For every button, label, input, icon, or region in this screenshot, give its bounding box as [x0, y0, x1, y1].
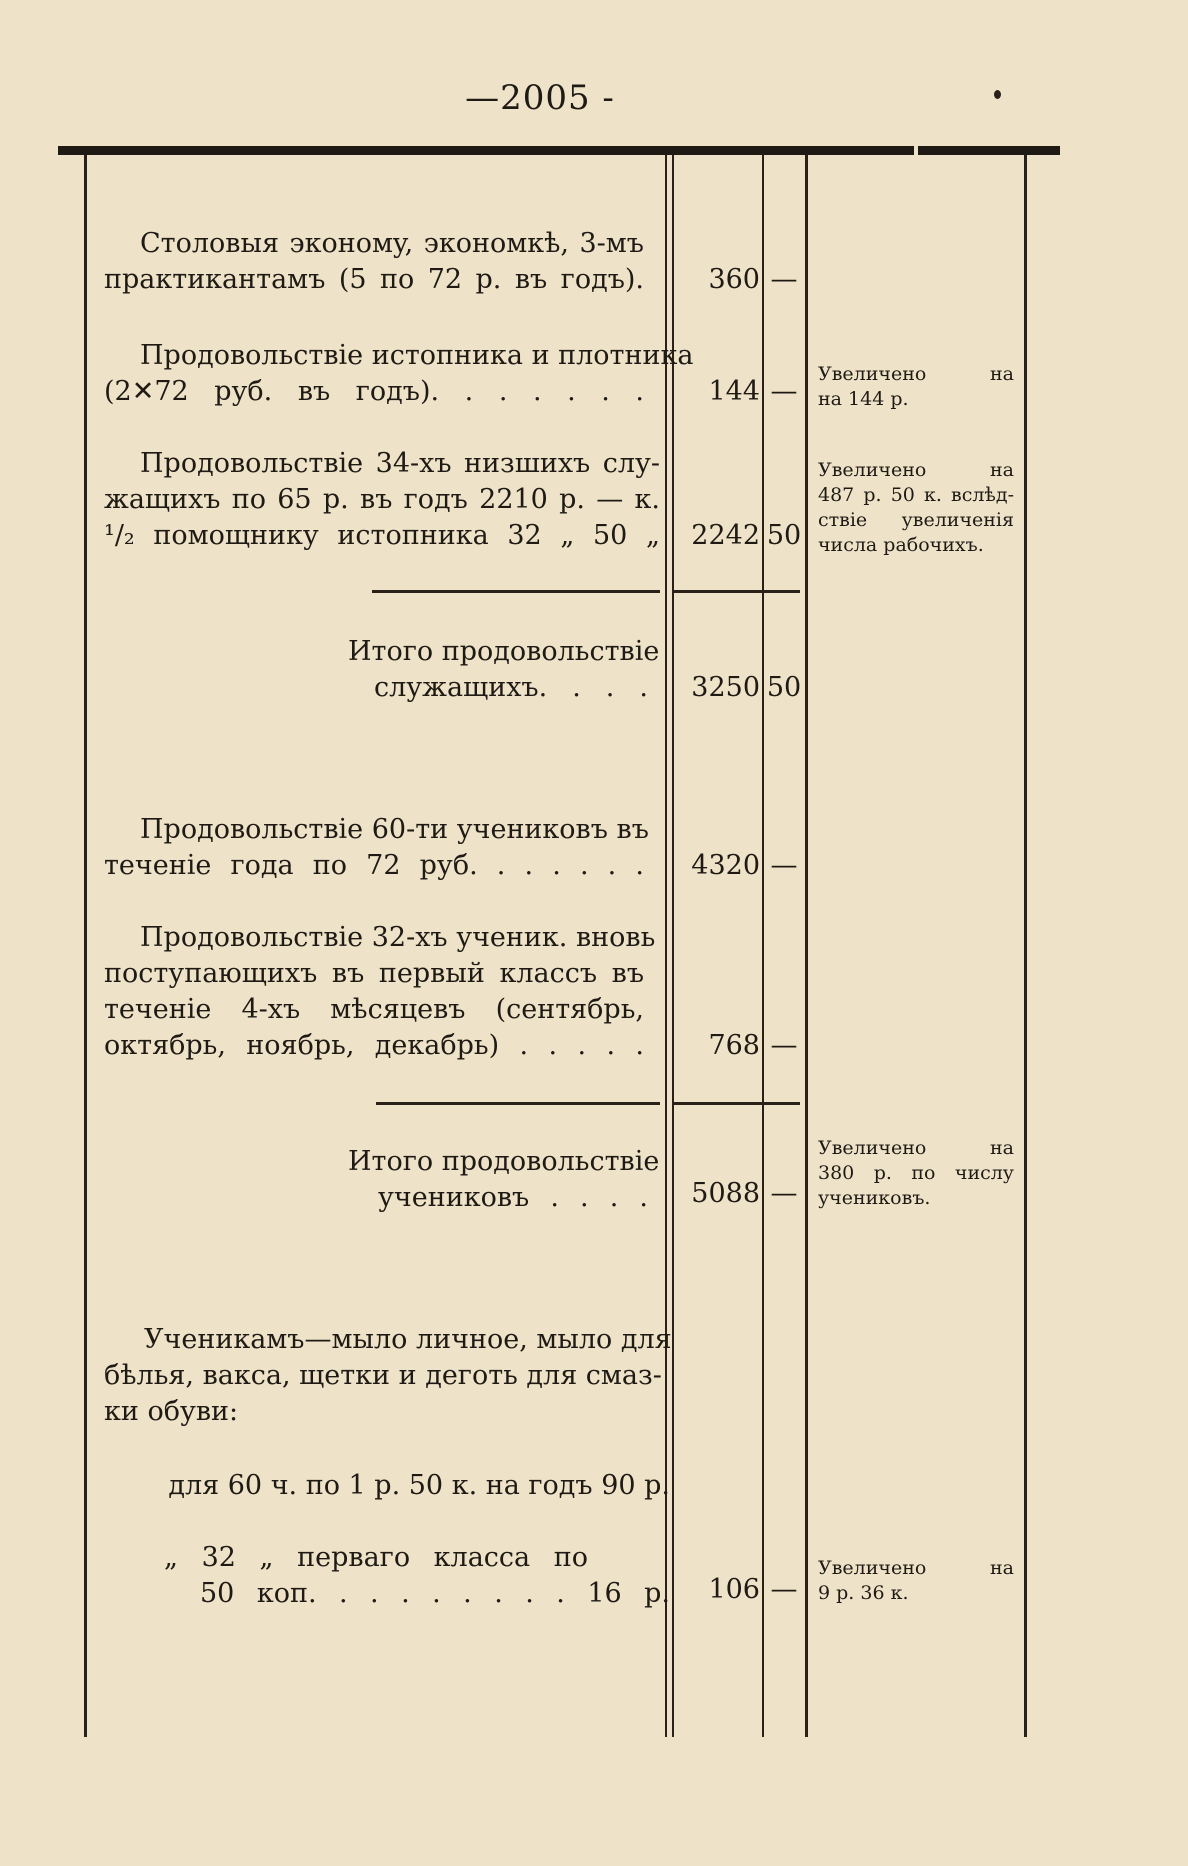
amount-kop: 50	[766, 672, 802, 703]
amount-kop: 50	[766, 520, 802, 551]
entry-text: Продовольствіе 34-хъ низшихъ слу- жащихъ по 65 р. въ годъ 2210 р. — к. ¹/₂ помощнику истопника 32 „ 50 „	[104, 448, 660, 551]
column-line-left	[84, 155, 87, 1737]
amount-kop: —	[770, 264, 798, 295]
remark: Увеличено на 380 р. по числу учениковъ.	[818, 1137, 1014, 1209]
remark: Увеличено на 9 р. 36 к.	[818, 1557, 1014, 1604]
sum-rule-2-cols	[672, 1102, 800, 1105]
entry-text: Продовольствіе 32-хъ ученик. вновь поступающихъ въ первый классъ въ теченіе 4-хъ мѣсяцевъ (сентябрь, октябрь, ноябрь, декабрь) . . . . .	[104, 922, 656, 1061]
top-rule-right	[918, 146, 1060, 155]
entry-text: Продовольствіе истопника и плотника (2✕72 руб. въ годъ). . . . . . .	[104, 340, 694, 407]
subtotal-text: Итого продовольствіе служащихъ. . . .	[348, 636, 660, 703]
amount-kop: —	[770, 850, 798, 881]
amount-rub: 3250	[691, 672, 760, 703]
sum-rule-1-cols	[672, 590, 800, 593]
amount-kop: —	[770, 1030, 798, 1061]
amount-rub: 106	[708, 1574, 760, 1605]
amount-kop: —	[770, 1574, 798, 1605]
column-line-notes-end	[1024, 155, 1027, 1737]
amount-rub: 4320	[691, 850, 760, 881]
sum-rule-1	[372, 590, 660, 593]
ink-dot	[994, 90, 1001, 99]
sum-rule-2	[376, 1102, 660, 1105]
entry-text: Столовыя экономy, экономкѣ, 3-мъ практикантамъ (5 по 72 р. въ годъ).	[104, 228, 644, 295]
amount-kop: —	[770, 376, 798, 407]
amount-rub: 5088	[691, 1178, 760, 1209]
amount-rub: 2242	[691, 520, 760, 551]
amount-rub: 360	[708, 264, 760, 295]
entry-text: Продовольствіе 60-ти учениковъ въ теченіе года по 72 руб. . . . . . .	[104, 814, 649, 881]
top-rule-left	[58, 146, 914, 155]
page-number: —2005 -	[465, 78, 615, 118]
amount-kop: —	[770, 1178, 798, 1209]
entry-text: „ 32 „ перваго класса по 50 коп. . . . . . . . . 16 р.	[164, 1542, 670, 1609]
remark: Увеличено на на 144 р.	[818, 363, 1014, 410]
entry-text: Ученикамъ—мыло личное, мыло для бѣлья, вакса, щетки и деготь для смаз- ки обуви:	[104, 1324, 672, 1427]
remark: Увеличено на 487 р. 50 к. вслѣд- ствіе увеличенія числа рабочихъ.	[818, 459, 1014, 556]
subtotal-text: Итого продовольствіе учениковъ . . . .	[348, 1146, 660, 1213]
amount-rub: 768	[708, 1030, 760, 1061]
entry-text: для 60 ч. по 1 р. 50 к. на годъ 90 р.	[168, 1470, 670, 1501]
amount-rub: 144	[708, 376, 760, 407]
